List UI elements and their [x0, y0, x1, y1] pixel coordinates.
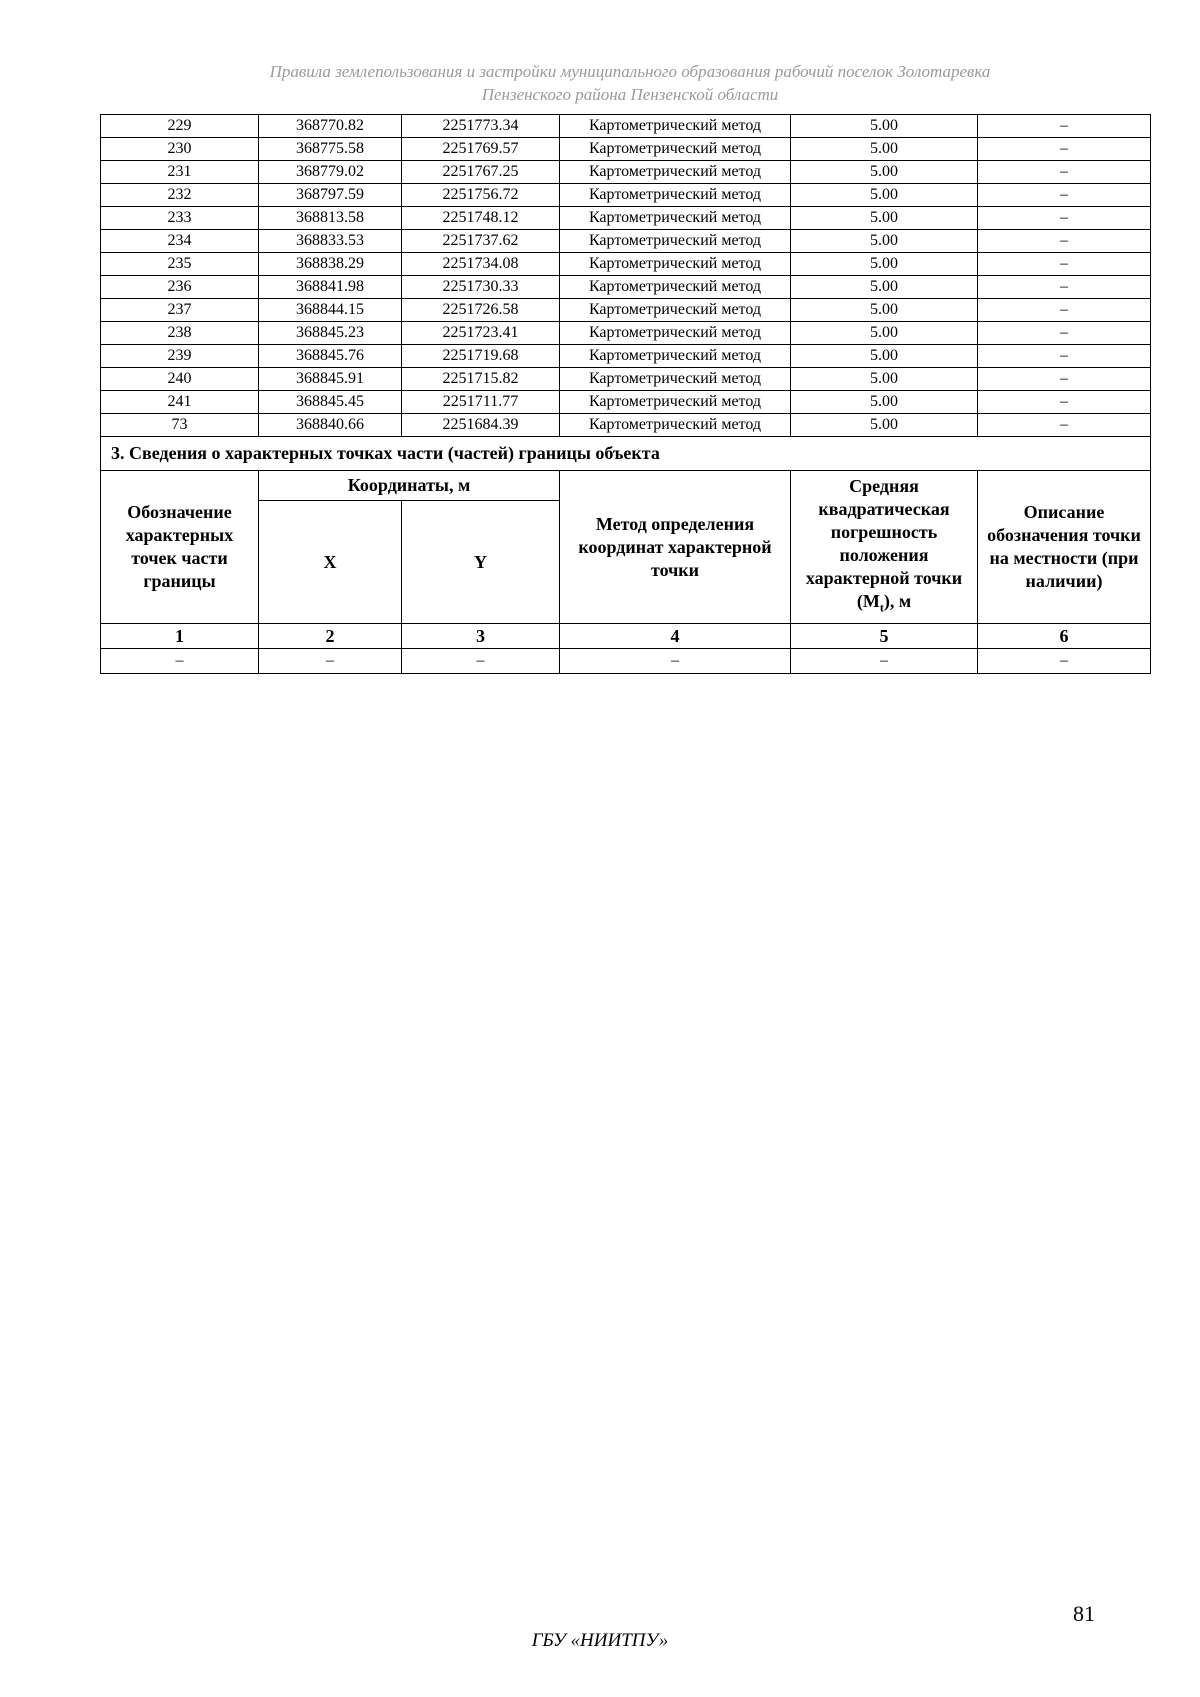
col-error-subscript: t	[879, 600, 884, 615]
empty-cell: –	[402, 649, 560, 674]
column-numbers-row	[101, 624, 1151, 649]
error-cell: 5.00	[791, 207, 978, 230]
description-cell: –	[978, 368, 1151, 391]
page-number: 81	[1073, 1601, 1095, 1626]
col-designation-header: Обозначение характерных точек части границы	[101, 471, 259, 624]
col-error-main: Средняя квадратическая погрешность положения характерной точки (M	[805, 475, 963, 611]
x-coordinate-cell: 368770.82	[259, 115, 402, 138]
description-cell: –	[978, 276, 1151, 299]
table-row	[101, 391, 1151, 414]
empty-cell: –	[101, 649, 259, 674]
running-header-line1: Правила землепользования и застройки муниципального образования рабочий поселок Золотаревка	[269, 62, 991, 81]
description-cell: –	[978, 322, 1151, 345]
error-cell: 5.00	[791, 414, 978, 437]
error-cell: 5.00	[791, 276, 978, 299]
method-cell: Картометрический метод	[560, 253, 791, 276]
table-row	[101, 299, 1151, 322]
footer-organization: ГБУ «НИИТПУ»	[531, 1630, 669, 1651]
y-coordinate-cell: 2251769.57	[402, 138, 560, 161]
y-coordinate-cell: 2251711.77	[402, 391, 560, 414]
table-row	[101, 276, 1151, 299]
point-number-cell: 235	[101, 253, 259, 276]
method-cell: Картометрический метод	[560, 299, 791, 322]
y-coordinate-cell: 2251723.41	[402, 322, 560, 345]
y-coordinate-cell: 2251730.33	[402, 276, 560, 299]
y-coordinate-cell: 2251756.72	[402, 184, 560, 207]
description-cell: –	[978, 391, 1151, 414]
method-cell: Картометрический метод	[560, 161, 791, 184]
description-cell: –	[978, 299, 1151, 322]
error-cell: 5.00	[791, 299, 978, 322]
column-number: 1	[101, 624, 259, 649]
y-coordinate-cell: 2251773.34	[402, 115, 560, 138]
error-cell: 5.00	[791, 368, 978, 391]
error-cell: 5.00	[791, 184, 978, 207]
column-number: 6	[978, 624, 1151, 649]
y-coordinate-cell: 2251748.12	[402, 207, 560, 230]
method-cell: Картометрический метод	[560, 138, 791, 161]
x-coordinate-cell: 368845.45	[259, 391, 402, 414]
section3-block	[101, 437, 1151, 674]
x-coordinate-cell: 368833.53	[259, 230, 402, 253]
running-header	[100, 60, 1160, 106]
method-cell: Картометрический метод	[560, 322, 791, 345]
x-coordinate-cell: 368844.15	[259, 299, 402, 322]
error-cell: 5.00	[791, 138, 978, 161]
col-desc-header: Описание обозначения точки на местности (при наличии)	[978, 471, 1151, 624]
table-row	[101, 161, 1151, 184]
x-coordinate-cell: 368838.29	[259, 253, 402, 276]
point-number-cell: 241	[101, 391, 259, 414]
error-cell: 5.00	[791, 230, 978, 253]
table-row	[101, 230, 1151, 253]
point-number-cell: 229	[101, 115, 259, 138]
y-coordinate-cell: 2251715.82	[402, 368, 560, 391]
col-coords-header: Координаты, м	[259, 471, 560, 501]
error-cell: 5.00	[791, 115, 978, 138]
description-cell: –	[978, 138, 1151, 161]
table-row	[101, 207, 1151, 230]
section3-title: 3. Сведения о характерных точках части (частей) границы объекта	[101, 437, 1151, 471]
column-number: 5	[791, 624, 978, 649]
col-method-header: Метод определения координат характерной точки	[560, 471, 791, 624]
empty-cell: –	[791, 649, 978, 674]
point-number-cell: 238	[101, 322, 259, 345]
method-cell: Картометрический метод	[560, 230, 791, 253]
method-cell: Картометрический метод	[560, 391, 791, 414]
x-coordinate-cell: 368845.91	[259, 368, 402, 391]
method-cell: Картометрический метод	[560, 414, 791, 437]
point-number-cell: 233	[101, 207, 259, 230]
description-cell: –	[978, 253, 1151, 276]
empty-cell: –	[978, 649, 1151, 674]
y-coordinate-cell: 2251734.08	[402, 253, 560, 276]
method-cell: Картометрический метод	[560, 368, 791, 391]
description-cell: –	[978, 161, 1151, 184]
error-cell: 5.00	[791, 322, 978, 345]
x-coordinate-cell: 368779.02	[259, 161, 402, 184]
table-row	[101, 115, 1151, 138]
y-coordinate-cell: 2251737.62	[402, 230, 560, 253]
method-cell: Картометрический метод	[560, 184, 791, 207]
point-number-cell: 240	[101, 368, 259, 391]
x-coordinate-cell: 368775.58	[259, 138, 402, 161]
point-number-cell: 73	[101, 414, 259, 437]
y-coordinate-cell: 2251719.68	[402, 345, 560, 368]
table-row	[101, 368, 1151, 391]
table-row	[101, 345, 1151, 368]
col-x-header: X	[259, 501, 402, 624]
method-cell: Картометрический метод	[560, 115, 791, 138]
col-error-header	[791, 471, 978, 624]
empty-cell: –	[259, 649, 402, 674]
x-coordinate-cell: 368813.58	[259, 207, 402, 230]
table-row	[101, 253, 1151, 276]
point-number-cell: 237	[101, 299, 259, 322]
y-coordinate-cell: 2251767.25	[402, 161, 560, 184]
error-cell: 5.00	[791, 345, 978, 368]
table-row	[101, 184, 1151, 207]
point-number-cell: 230	[101, 138, 259, 161]
column-number: 2	[259, 624, 402, 649]
y-coordinate-cell: 2251726.58	[402, 299, 560, 322]
description-cell: –	[978, 184, 1151, 207]
table-row	[101, 414, 1151, 437]
running-header-line2: Пензенского района Пензенской области	[481, 85, 779, 104]
error-cell: 5.00	[791, 253, 978, 276]
empty-cell: –	[560, 649, 791, 674]
table-row	[101, 322, 1151, 345]
col-y-header: Y	[402, 501, 560, 624]
column-number: 4	[560, 624, 791, 649]
point-number-cell: 231	[101, 161, 259, 184]
x-coordinate-cell: 368845.23	[259, 322, 402, 345]
error-cell: 5.00	[791, 391, 978, 414]
description-cell: –	[978, 230, 1151, 253]
method-cell: Картометрический метод	[560, 276, 791, 299]
point-number-cell: 232	[101, 184, 259, 207]
point-number-cell: 236	[101, 276, 259, 299]
x-coordinate-cell: 368845.76	[259, 345, 402, 368]
description-cell: –	[978, 115, 1151, 138]
method-cell: Картометрический метод	[560, 207, 791, 230]
description-cell: –	[978, 345, 1151, 368]
points-table-body	[101, 115, 1151, 437]
coordinates-table	[100, 114, 1151, 674]
method-cell: Картометрический метод	[560, 345, 791, 368]
empty-row	[101, 649, 1151, 674]
column-number: 3	[402, 624, 560, 649]
point-number-cell: 239	[101, 345, 259, 368]
description-cell: –	[978, 207, 1151, 230]
x-coordinate-cell: 368840.66	[259, 414, 402, 437]
y-coordinate-cell: 2251684.39	[402, 414, 560, 437]
point-number-cell: 234	[101, 230, 259, 253]
x-coordinate-cell: 368841.98	[259, 276, 402, 299]
table-row	[101, 138, 1151, 161]
x-coordinate-cell: 368797.59	[259, 184, 402, 207]
description-cell: –	[978, 414, 1151, 437]
col-error-tail: ), м	[883, 590, 912, 611]
error-cell: 5.00	[791, 161, 978, 184]
